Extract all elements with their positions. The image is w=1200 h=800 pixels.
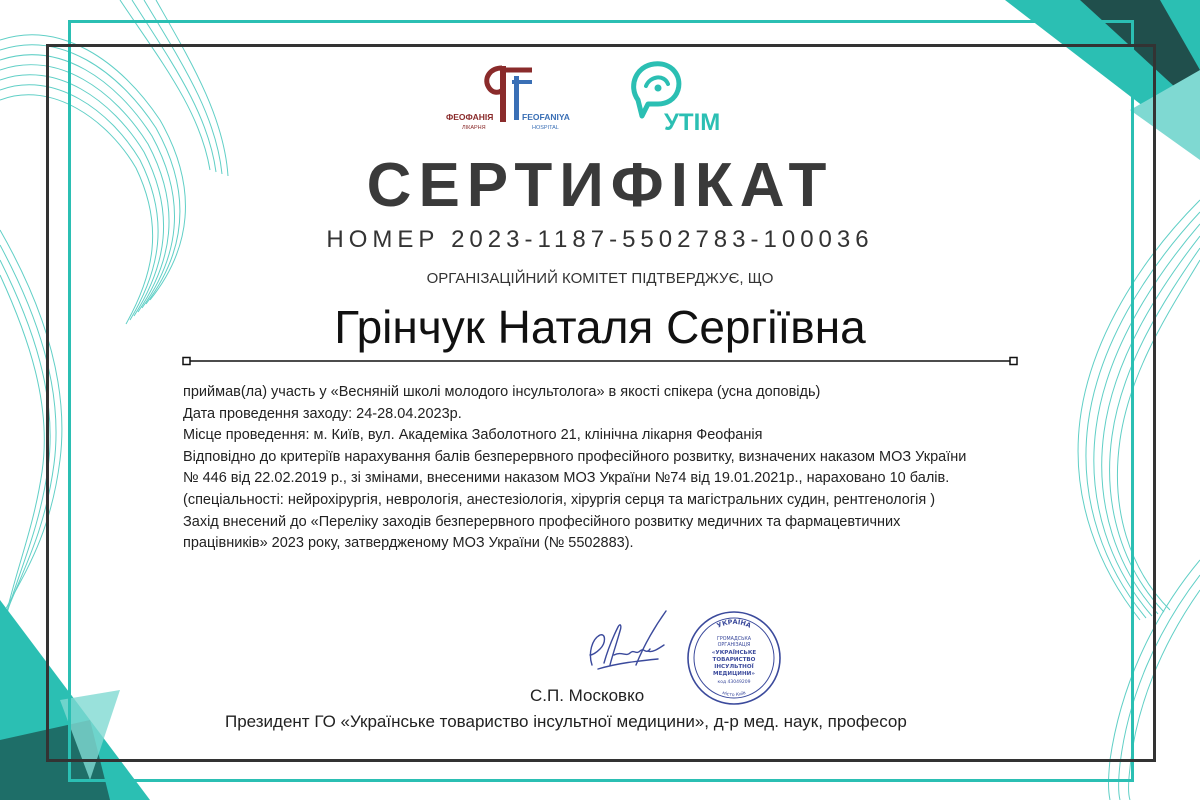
stamp-line: МЕДИЦИНИ» [713,671,755,677]
body-line: приймав(ла) участь у «Весняній школі молодого інсультолога» в якості спікера (усна доповідь) [183,384,821,400]
utim-logo-dot [655,85,662,92]
committee-confirms-text: ОРГАНІЗАЦІЙНИЙ КОМІТЕТ ПІДТВЕРДЖУЄ, ЩО [426,270,774,287]
stamp-line: ГРОМАДСЬКА [716,637,752,642]
body-line: (спеціальності: нейрохірургія, неврологія, анестезіологія, хірургія серця та магістральних судин, рентгенологія ) [183,491,936,508]
name-underline [182,356,1018,366]
body-line: № 446 від 22.02.2019 р., зі змінами, внесеними наказом МОЗ України №74 від 19.01.2021р., нараховано 10 балів. [183,470,950,487]
feofaniya-ua-sub-text: ЛІКАРНЯ [462,125,486,131]
certificate-title: СЕРТИФІКАТ [366,151,834,220]
stamp-line: ОРГАНІЗАЦІЯ [717,643,751,648]
certificate-number: НОМЕР 2023-1187-5502783-100036 [326,226,874,253]
recipient-name: Грінчук Наталя Сергіївна [334,301,866,353]
stamp-city: місто Київ [721,690,747,699]
signer-name: С.П. Московко [530,686,645,705]
stamp-line: ТОВАРИСТВО [712,657,756,663]
feofaniya-ua-text: ФЕОФАНІЯ [446,112,494,122]
body-line: Місце проведення: м. Київ, вул. Академіка Заболотного 21, клінічна лікарня Феофанія [183,427,763,444]
feofaniya-logo-pillar-red [500,66,506,122]
body-line: Відповідно до критеріїв нарахування балів безперервного професійного розвитку, визначених наказом МОЗ України [183,448,967,465]
organization-stamp [686,610,782,706]
certificate-body [183,382,1063,555]
body-line: працівників» 2023 року, затвердженому МОЗ України (№ 5502883). [183,535,634,552]
feofaniya-en-text: FEOFANIYA [522,112,570,122]
body-line: Захід внесений до «Переліку заходів безперервного професійного розвитку медичних та фармацевтичних [183,513,901,530]
feofaniya-en-sub-text: HOSPITAL [532,125,559,131]
underline-right-end [1010,358,1017,365]
stamp-line: «УКРАЇНСЬКЕ [711,650,757,656]
stamp-line: ІНСУЛЬТНОЇ [714,664,754,670]
stamp-ring-text: УКРАЇНА [715,617,753,630]
signature [578,605,678,680]
stamp-code: код 43049209 [717,680,751,685]
utim-logo [620,58,740,138]
utim-text: УТІМ [664,109,721,136]
body-line: Дата проведення заходу: 24-28.04.2023р. [183,405,462,422]
signer-position: Президент ГО «Українське товариство інсультної медицини», д-р мед. наук, професор [225,712,907,731]
feofaniya-logo [440,58,590,138]
underline-left-end [183,358,190,365]
